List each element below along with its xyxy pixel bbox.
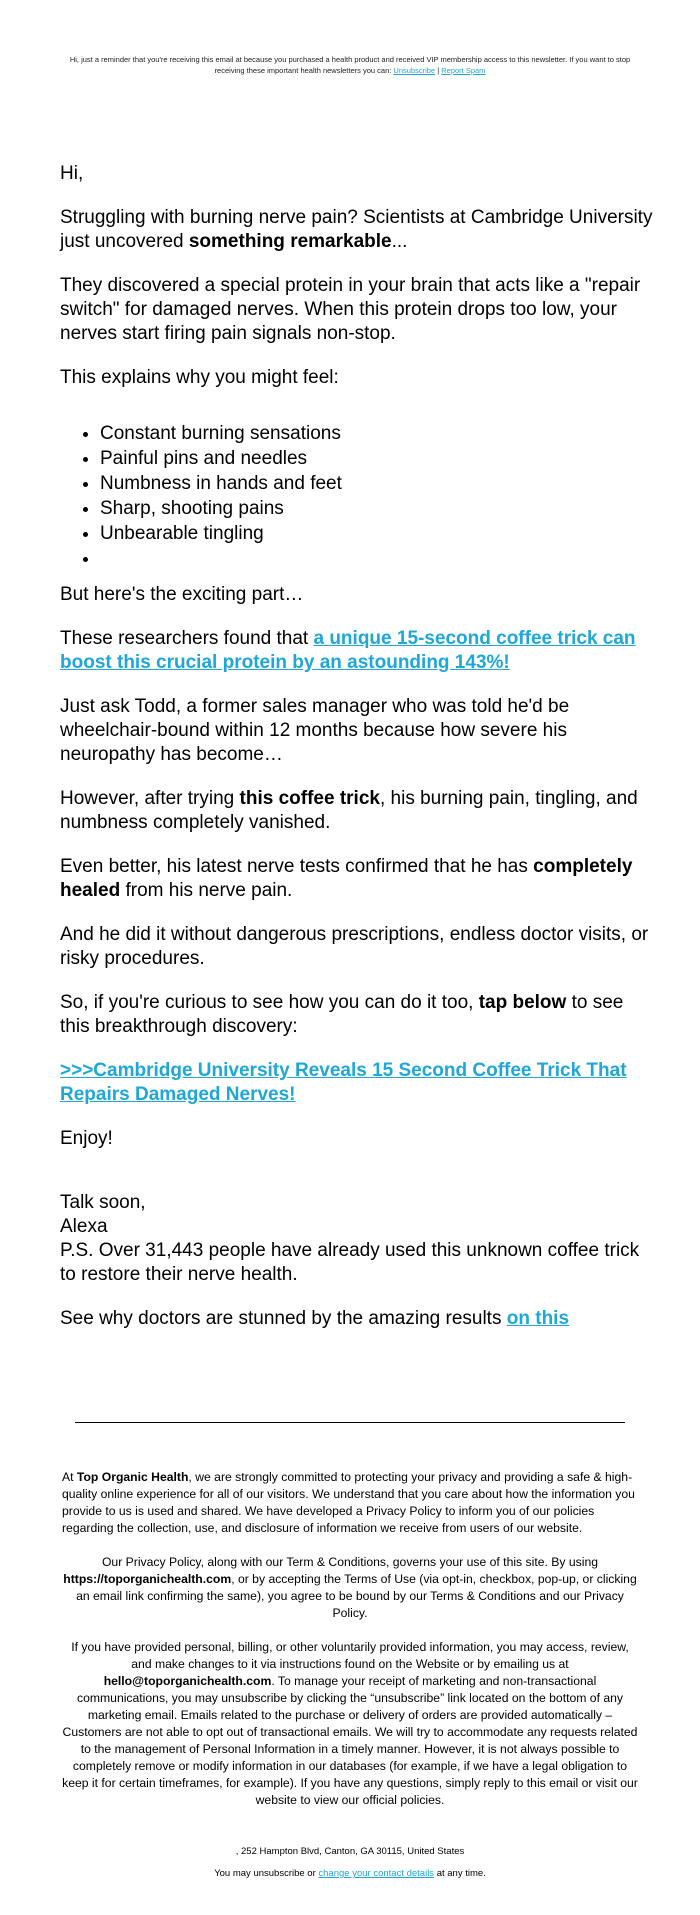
paragraph-curious: So, if you're curious to see how you can do it too, tap below to see this breakthrough discovery: — [60, 992, 624, 1037]
paragraph-protein: They discovered a special protein in your brain that acts like a "repair switch" for damaged nerves. When this protein drops too low, your nerves start firing pain signals non-stop. — [60, 275, 641, 344]
list-item: • Numbness in hands and feet — [100, 472, 655, 497]
paragraph-without: And he did it without dangerous prescriptions, endless doctor visits, or risky procedures. — [60, 924, 649, 969]
preheader-text: Hi, just a reminder that you're receiving this email at because you purchased a health product and received VIP membership access to this newsletter. If you want to stop receiving these important health newsletters you can: — [69, 55, 631, 75]
postal-address: , 252 Hampton Blvd, Canton, GA 30115, United States — [235, 1846, 465, 1857]
cta-link[interactable]: >>>Cambridge University Reveals 15 Second Coffee Trick That Repairs Damaged Nerves! — [60, 1060, 627, 1105]
list-item: • Unbearable tingling — [100, 522, 655, 547]
unsubscribe-link[interactable]: Unsubscribe — [393, 66, 436, 75]
paragraph-symptoms-intro: This explains why you might feel: — [60, 367, 339, 388]
symptom-list — [60, 422, 655, 572]
report-spam-link[interactable]: Report Spam — [441, 66, 486, 75]
divider — [75, 1422, 625, 1423]
sender-name: Alexa — [60, 1216, 108, 1237]
separator: | — [435, 66, 442, 75]
list-item — [100, 547, 655, 572]
preheader — [55, 54, 645, 76]
enjoy: Enjoy! — [60, 1128, 113, 1149]
list-item: • Painful pins and needles — [100, 447, 655, 472]
unsubscribe-line: You may unsubscribe or change your contact details at any time. — [214, 1868, 486, 1879]
postscript: P.S. Over 31,443 people have already used this unknown coffee trick to restore their nerve health. — [60, 1240, 640, 1285]
on-this-link[interactable]: on this — [506, 1308, 570, 1329]
footer-privacy: At Top Organic Health, we are strongly committed to protecting your privacy and providing a safe & high-quality online experience for all of our visitors. We understand that you care about how the information you provide to us is used and shared. We have developed a Privacy Policy to inform you of our policies regarding the collection, use, and disclosure of information we receive from users of our website. — [62, 1470, 635, 1535]
paragraph-researchers: These researchers found that a unique 15-second coffee trick can boost this crucial protein by an astounding 143%! — [60, 628, 636, 673]
coffee-trick-link[interactable]: a unique 15-second coffee trick can boost this crucial protein by an astounding 143%! — [60, 628, 636, 673]
paragraph-however: However, after trying this coffee trick, his burning pain, tingling, and numbness completely vanished. — [60, 788, 638, 833]
email-body — [60, 162, 655, 1351]
list-item: • Constant burning sensations — [100, 422, 655, 447]
paragraph-exciting: But here's the exciting part… — [60, 584, 304, 605]
paragraph-better: Even better, his latest nerve tests confirmed that he has completely healed from his nerve pain. — [60, 856, 633, 901]
change-contact-details-link[interactable]: change your contact details — [318, 1868, 435, 1879]
signature — [60, 1191, 655, 1287]
list-item: • Sharp, shooting pains — [100, 497, 655, 522]
cta-paragraph — [60, 1059, 655, 1107]
footer-data: If you have provided personal, billing, or other voluntarily provided information, you may access, review, and make changes to it via instructions found on the Website or by emailing us at hello@toporganichealth.com. To manage your receipt of marketing and non-transactional communications, you may unsubscribe by clicking the “unsubscribe” link located on the bottom of any marketing email. Emails related to the purchase or delivery of orders are provided automatically – Customers are not able to opt out of transactional emails. We will try to accommodate any requests related to the management of Personal Information in a timely manner. However, it is not always possible to completely remove or modify information in our databases (for example, if we have a legal obligation to keep it for certain timeframes, for example). If you have any questions, simply reply to this email or visit our website to view our official policies. — [62, 1640, 638, 1807]
footer-terms: Our Privacy Policy, along with our Term & Conditions, governs your use of this site. By using https://toporganichealth.com, or by accepting the Terms of Use (via opt-in, checkbox, pop-up, or clicking an email link confirming the same), you agree to be bound by our Terms & Conditions and our Privacy Policy. — [63, 1555, 637, 1620]
paragraph-todd: Just ask Todd, a former sales manager who was told he'd be wheelchair-bound within 12 months because how severe his neuropathy has become… — [60, 696, 570, 765]
paragraph-doctors: See why doctors are stunned by the amazing results on this — [60, 1308, 570, 1329]
footer — [62, 1469, 638, 1826]
paragraph-intro: Struggling with burning nerve pain? Scientists at Cambridge University just uncovered something remarkable... — [60, 207, 653, 252]
signoff: Talk soon, — [60, 1192, 146, 1213]
greeting: Hi, — [60, 163, 84, 184]
